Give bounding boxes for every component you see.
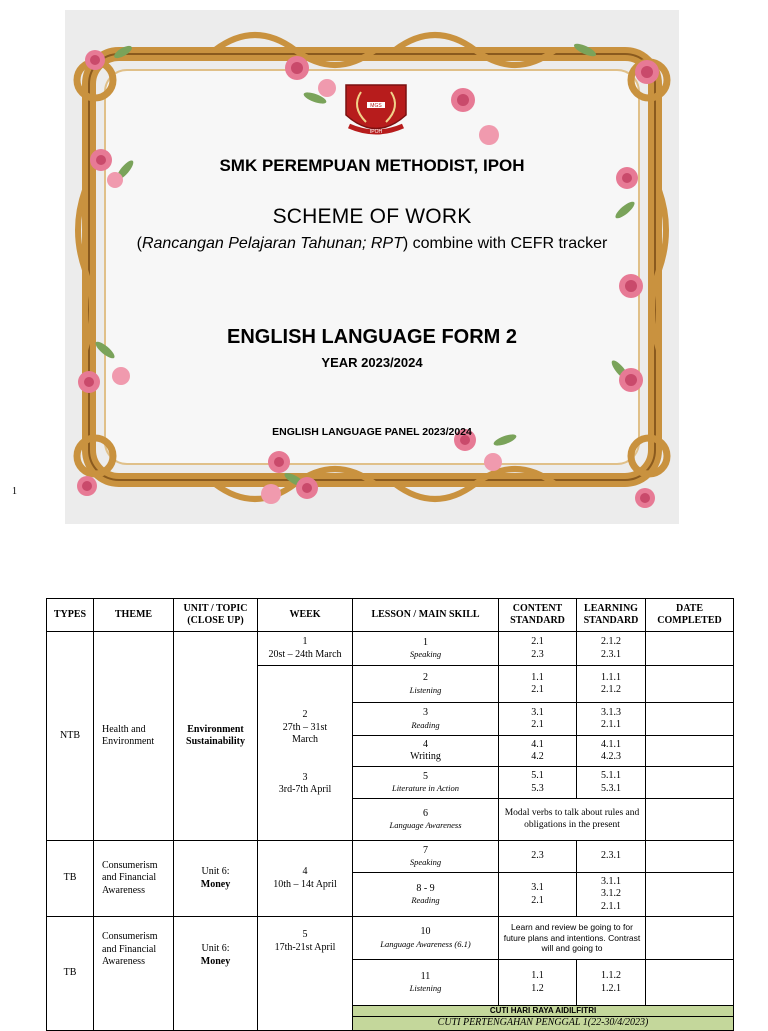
week-cell: 5 17th-21st April xyxy=(258,917,353,1031)
date-completed-cell[interactable] xyxy=(646,767,734,799)
svg-text:IPOH: IPOH xyxy=(369,129,383,135)
type-cell: TB xyxy=(47,841,94,917)
subject-title: ENGLISH LANGUAGE FORM 2 xyxy=(226,326,517,348)
school-logo xyxy=(341,80,411,140)
week-cell: 2 27th – 31st March 3 3rd-7th April xyxy=(258,666,353,841)
lesson-note-cell: Learn and review be going to for future plans and intentions. Contrast will and going to xyxy=(499,917,646,960)
lesson-cell: 5 Literature in Action xyxy=(353,767,499,799)
date-completed-cell[interactable] xyxy=(646,703,734,736)
header-week: WEEK xyxy=(258,599,353,632)
type-cell: TB xyxy=(47,917,94,1031)
lesson-note-cell: Modal verbs to talk about rules and obligations in the present xyxy=(499,799,646,841)
lesson-cell: 3 Reading xyxy=(353,703,499,736)
content-standard-cell: 2.1 2.3 xyxy=(499,632,577,666)
week-cell: 4 10th – 14t April xyxy=(258,841,353,917)
header-theme: THEME xyxy=(94,599,174,632)
date-completed-cell[interactable] xyxy=(646,632,734,666)
lesson-cell: 2 Listening xyxy=(353,666,499,703)
lesson-cell: 4 Writing xyxy=(353,736,499,767)
header-content-standard: CONTENT STANDARD xyxy=(499,599,577,632)
content-standard-cell: 3.1 2.1 xyxy=(499,703,577,736)
content-standard-cell: 1.1 2.1 xyxy=(499,666,577,703)
theme-cell: Consumerism and Financial Awareness xyxy=(94,841,174,917)
date-completed-cell[interactable] xyxy=(646,841,734,873)
learning-standard-cell: 4.1.1 4.2.3 xyxy=(577,736,646,767)
scheme-of-work-table xyxy=(46,598,734,1031)
learning-standard-cell: 3.1.3 2.1.1 xyxy=(577,703,646,736)
header-learning-standard: LEARNING STANDARD xyxy=(577,599,646,632)
school-name: SMK PEREMPUAN METHODIST, IPOH xyxy=(219,156,525,175)
learning-standard-cell: 2.1.2 2.3.1 xyxy=(577,632,646,666)
learning-standard-cell: 1.1.2 1.2.1 xyxy=(577,960,646,1006)
lesson-cell: 10 Language Awareness (6.1) xyxy=(353,917,499,960)
content-standard-cell: 1.1 1.2 xyxy=(499,960,577,1006)
content-standard-cell: 5.1 5.3 xyxy=(499,767,577,799)
header-lesson: LESSON / MAIN SKILL xyxy=(353,599,499,632)
lesson-cell: 7 Speaking xyxy=(353,841,499,873)
date-completed-cell[interactable] xyxy=(646,873,734,917)
document-subtitle: (Rancangan Pelajaran Tahunan; RPT) combine with CEFR tracker xyxy=(136,235,608,252)
holiday-label: CUTI PERTENGAHAN PENGGAL 1(22-30/4/2023) xyxy=(353,1017,734,1031)
header-date-completed: DATE COMPLETED xyxy=(646,599,734,632)
learning-standard-cell: 3.1.1 3.1.2 2.1.1 xyxy=(577,873,646,917)
page-number: 1 xyxy=(12,486,17,497)
holiday-label: CUTI HARI RAYA AIDILFITRI xyxy=(353,1006,734,1017)
lesson-cell: 1 Speaking xyxy=(353,632,499,666)
panel-label: ENGLISH LANGUAGE PANEL 2023/2024 xyxy=(272,426,472,438)
type-cell: NTB xyxy=(47,632,94,841)
date-completed-cell[interactable] xyxy=(646,666,734,703)
learning-standard-cell: 1.1.1 2.1.2 xyxy=(577,666,646,703)
unit-cell: Unit 6: Money xyxy=(174,841,258,917)
date-completed-cell[interactable] xyxy=(646,960,734,1006)
lesson-cell: 6 Language Awareness xyxy=(353,799,499,841)
table-row xyxy=(47,841,734,873)
header-types: TYPES xyxy=(47,599,94,632)
date-completed-cell[interactable] xyxy=(646,799,734,841)
lesson-cell: 8 - 9 Reading xyxy=(353,873,499,917)
table-header-row xyxy=(47,599,734,632)
unit-cell: Environment Sustainability xyxy=(174,632,258,841)
theme-cell: Consumerism and Financial Awareness xyxy=(94,917,174,1031)
content-standard-cell: 2.3 xyxy=(499,841,577,873)
unit-cell: Unit 6: Money xyxy=(174,917,258,1031)
table-row xyxy=(47,917,734,960)
learning-standard-cell: 5.1.1 5.3.1 xyxy=(577,767,646,799)
svg-text:MGS: MGS xyxy=(370,103,382,109)
week-cell: 1 20st – 24th March xyxy=(258,632,353,666)
learning-standard-cell: 2.3.1 xyxy=(577,841,646,873)
date-completed-cell[interactable] xyxy=(646,736,734,767)
table-row xyxy=(47,632,734,666)
document-title: SCHEME OF WORK xyxy=(272,205,472,228)
content-standard-cell: 4.1 4.2 xyxy=(499,736,577,767)
content-standard-cell: 3.1 2.1 xyxy=(499,873,577,917)
theme-cell: Health and Environment xyxy=(94,632,174,841)
date-completed-cell[interactable] xyxy=(646,917,734,960)
cover-page xyxy=(65,10,679,524)
header-unit: UNIT / TOPIC (CLOSE UP) xyxy=(174,599,258,632)
academic-year: YEAR 2023/2024 xyxy=(321,355,423,370)
lesson-cell: 11 Listening xyxy=(353,960,499,1006)
